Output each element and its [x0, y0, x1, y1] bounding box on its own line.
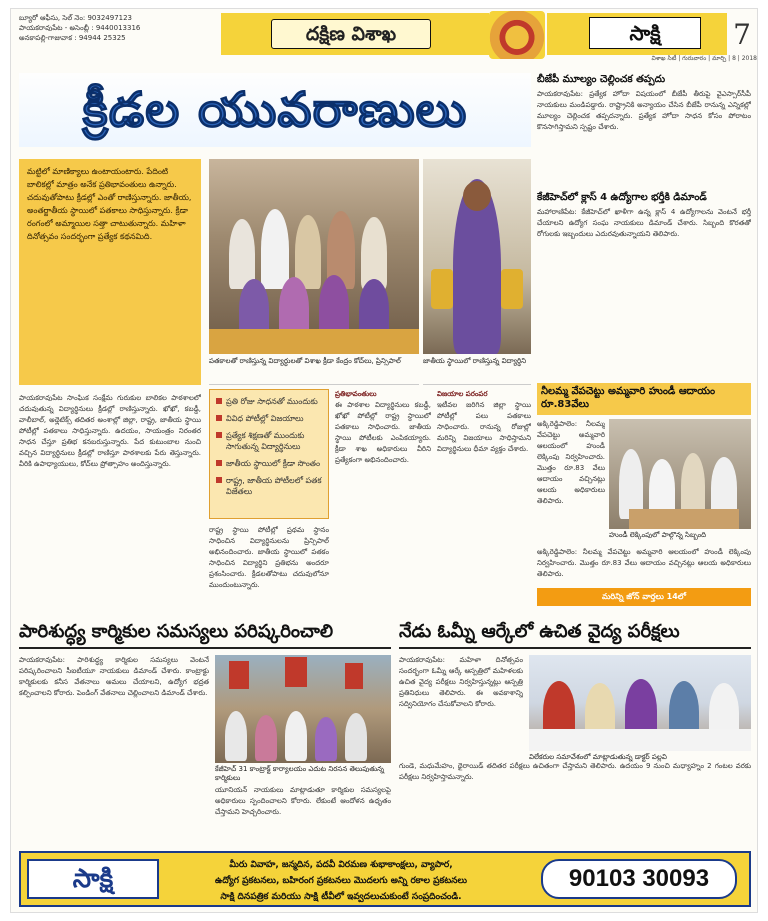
body-column-4	[437, 389, 531, 603]
contact-line: పాయకరావుపేట - అసెంబ్లీ : 9440013316	[19, 24, 141, 32]
ad-text	[171, 857, 511, 905]
photo-caption: పతకాలతో రాణిస్తున్న విద్యార్థులతో విశాఖ క్రీడా కేంద్రం కోచ్‌లు, ప్రిన్సిపాల్	[209, 357, 419, 385]
continue-banner: మరిన్ని జోన్ వార్తలు 14లో	[537, 588, 751, 606]
sakshi-logo: సాక్షి	[589, 17, 701, 49]
highlight-item: జాతీయ స్థాయిలో క్రీడా సొంతం	[216, 458, 322, 469]
story-headline: కేజీహెచ్‌లో క్లాస్ 4 ఉద్యోగాల భర్తీకి డిమాండ్	[537, 192, 707, 203]
highlight-item: రాష్ట్ర, జాతీయ పోటీలలో పతక విజేతలు	[216, 475, 322, 497]
photo-caption: హుండీ లెక్కింపులో పాల్గొన్న సిబ్బంది	[609, 531, 707, 539]
contact-line: బ్యూరో ఆఫీసు, సెల్ నెం: 9032497123	[19, 14, 133, 22]
story-body: గుండె, మధుమేహం, థైరాయిడ్ తదితర పరీక్షలు ఉచితంగా చేస్తామని తెలిపారు. ఉదయం 9 నుంచి మధ్యాహ్నం 2 గంటల వరకు పరీక్షలు నిర్వహిస్తామన్నారు.	[399, 762, 751, 781]
story-headline: నేడు ఓమ్నీ ఆర్కేలో ఉచిత వైద్య పరీక్షలు	[399, 619, 751, 649]
ad-line: సాక్షి దినపత్రిక మరియు సాక్షి టీవీలో ఇవ్వదలుచుకుంటే సంప్రదించండి.	[220, 892, 462, 902]
body-column-3	[335, 389, 431, 603]
dateline: విశాఖ సిటీ | గురువారం | మార్చి | 8 | 2018	[651, 55, 757, 62]
right-column	[537, 73, 751, 611]
advertisement	[19, 851, 751, 907]
photo-caption: జాతీయ స్థాయిలో రాణిస్తున్న విద్యార్థిని	[423, 357, 531, 385]
feature-photo-group	[209, 159, 419, 354]
feature-photo-student	[423, 159, 531, 354]
feature-story	[19, 73, 531, 611]
contact-line: అనకాపల్లి-గాజువాక : 94944 25325	[19, 34, 126, 42]
ad-brand-logo: సాక్షి	[27, 859, 159, 899]
story-body: మహారాణిపేట: కేజీహెచ్‌లో ఖాళీగా ఉన్న క్లాస్ 4 ఉద్యోగాలను వెంటనే భర్తీ చేయాలని ఉద్యోగ సంఘ నాయకులు డిమాండ్ చేశారు. సిబ్బంది కొరతతో రోగులకు ఇబ్బందులు ఎదురవుతున్నాయని తెలిపారు.	[537, 208, 751, 238]
section-title: దక్షిణ విశాఖ	[271, 19, 431, 49]
subheading: ప్రతిభావంతులు	[335, 390, 377, 398]
ad-line: ఉద్యోగ ప్రకటనలు, బహిరంగ ప్రకటనలు మొదలగు అన్ని రకాల ప్రకటనలు	[215, 876, 467, 886]
story-body: పాయకరావుపేట: పారిశుద్ధ్య కార్మికుల సమస్యలు వెంటనే పరిష్కరించాలని సీఐటీయూ నాయకులు డిమాండ్ చేశారు. కాంట్రాక్టు కార్మికులకు కనీస వేతనాలు అమలు చేయాలని, ఉద్యోగ భద్రత కల్పించాలని కోరారు. పెండింగ్ వేతనాలు చెల్లించాలని డిమాండ్ చేశారు.	[19, 656, 209, 697]
deity-image	[489, 11, 545, 59]
story-sanitation	[19, 619, 391, 845]
story-body: అక్కిరెడ్డిపాలెం: నీలమ్మ వేపచెట్టు అమ్మవారి ఆలయంలో హుండీ లెక్కింపు నిర్వహించారు. మొత్తం రూ.83 వేలు ఆదాయం వచ్చినట్లు ఆలయ అధికారులు తెలిపారు.	[537, 420, 605, 505]
story-body: పాయకరావుపేట: ప్రత్యేక హోదా విషయంలో బీజేపీ తీరుపై వైఎస్సార్‌సీపీ నాయకులు మండిపడ్డారు. రాష్ట్రానికి అన్యాయం చేసిన బీజేపీ రానున్న ఎన్నికల్లో మూల్యం చెల్లించక తప్పదన్నారు. ప్రత్యేక హోదా సాధన కోసం పోరాటం కొనసాగిస్తామని స్పష్టం చేశారు.	[537, 90, 751, 131]
masthead-contacts	[19, 13, 219, 43]
subheading: విజయాల పరంపర	[437, 390, 488, 398]
body-column-2: రాష్ట్ర స్థాయి పోటీల్లో ప్రథమ స్థానం సాధించిన విద్యార్థినులను ప్రిన్సిపాల్ అభినందించారు. జాతీయ స్థాయిలో పతకం సాధించిన విద్యార్థిని ప్రతిభను అందరూ ప్రశంసించారు. క్రీడలతోపాటు చదువులోనూ ముందుంటున్నారు.	[209, 526, 329, 589]
story-body: యూనియన్ నాయకులు మాట్లాడుతూ కార్మికుల సమస్యలపై అధికారులు స్పందించాలని కోరారు. లేకుంటే ఆందోళన ఉధృతం చేస్తామని హెచ్చరించారు.	[215, 786, 391, 816]
highlight-item: ప్రతి రోజు సాధనతో ముందుకు	[216, 396, 322, 407]
story-headline: నీలమ్మ వేపచెట్టు అమ్మవారి హుండీ ఆదాయం	[541, 386, 716, 397]
story-headline: పారిశుద్ధ్య కార్మికుల సమస్యలు పరిష్కరించాలి	[19, 619, 391, 649]
ad-line: మీరు వివాహ, జన్మదిన, పదవీ విరమణ శుభాకాంక్షలు, వ్యాపార,	[229, 860, 453, 870]
story-body: పాయకరావుపేట: మహిళా దినోత్సవం సందర్భంగా ఓమ్నీ ఆర్కే ఆస్పత్రిలో మహిళలకు ఉచిత వైద్య పరీక్షలు నిర్వహిస్తున్నట్లు ఆస్పత్రి ప్రతినిధులు తెలిపారు. ఈ అవకాశాన్ని సద్వినియోగం చేసుకోవాలని కోరారు.	[399, 656, 523, 708]
page-number: 7	[733, 18, 751, 51]
story-medical-camp	[399, 619, 751, 845]
feature-headline: క్రీడల యువరాణులు	[19, 73, 531, 147]
highlight-item: ప్రత్యేక శిక్షణతో ముందుకు సాగుతున్న విద్యార్థినులు	[216, 430, 322, 452]
story-headline-box	[537, 383, 751, 415]
highlights-box	[209, 389, 329, 519]
story-body: అక్కిరెడ్డిపాలెం: నీలమ్మ వేపచెట్టు అమ్మవారి ఆలయంలో హుండీ లెక్కింపు నిర్వహించారు. మొత్తం రూ.83 వేలు ఆదాయం వచ్చినట్లు ఆలయ అధికారులు తెలిపారు.	[537, 548, 751, 578]
body-text: ఇటీవల జరిగిన జిల్లా స్థాయి పోటీల్లో పలు పతకాలు సాధించారు. రానున్న రోజుల్లో మరిన్ని విజయాలు సాధిస్తామని విద్యార్థినులు ధీమా వ్యక్తం చేశారు.	[437, 401, 531, 453]
body-text: ఈ పాఠశాల విద్యార్థినులు కబడ్డీ, ఖోఖో పోటీల్లో రాష్ట్ర స్థాయిలో పతకాలు సాధించారు. జాతీయ స్థాయి పోటీలకు ఎంపికయ్యారు. క్రీడా శాఖ అధికారులు వీరిని ప్రత్యేకంగా అభినందించారు.	[335, 401, 431, 464]
highlight-item: వివిధ పోటీల్లో విజయాలు	[216, 413, 322, 424]
protest-photo	[215, 655, 391, 763]
hundi-photo	[609, 419, 751, 529]
story-amount: రూ.83వేలు	[541, 399, 589, 410]
body-column-1: పాయకరావుపేట సాంఘిక సంక్షేమ గురుకుల బాలికల పాఠశాలలో చదువుతున్న విద్యార్థినులు క్రీడల్లో రాణిస్తున్నారు. ఖోఖో, కబడ్డీ, వాలీబాల్, అథ్లెటిక్స్ తదితర అంశాల్లో జిల్లా, రాష్ట్ర, జాతీయ స్థాయి పోటీల్లో పతకాలు సాధిస్తున్నారు. ఉదయం, సాయంత్రం నిరంతర సాధన చేస్తూ ప్రతిభ కనబరుస్తున్నారు. పేద కుటుంబాల నుంచి వచ్చిన విద్యార్థినులు క్రీడల్లో రాణిస్తూ పాఠశాలకు పేరు తెస్తున్నారు. వీరికి ఉపాధ్యాయులు, కోచ్‌లు ప్రోత్సాహం అందిస్తున్నారు.	[19, 394, 201, 468]
masthead	[11, 9, 759, 65]
photo-caption: విలేకరుల సమావేశంలో మాట్లాడుతున్న డాక్టర్ పల్లవి	[529, 753, 667, 761]
press-meet-photo	[529, 655, 751, 751]
story-headline: బీజేపీ మూల్యం చెల్లించక తప్పదు	[537, 74, 666, 85]
feature-intro: మట్టిలో మాణిక్యాలు ఉంటాయంటారు. పేదింటి బాలికల్లో మాత్రం అనేక ప్రతిభావంతులు ఉన్నారు. చదువుతోపాటు క్రీడల్లో ఎంతో రాణిస్తున్నారు. జాతీయ, అంతర్జాతీయ స్థాయిలో పతకాలు సాధిస్తున్నారు. క్రీడా రంగంలో అమ్మాయిల సత్తా చాటుతున్నారు. మహిళా దినోత్సవం సందర్భంగా ప్రత్యేక కథనమిది.	[19, 159, 201, 385]
ad-phone-number: 90103 30093	[541, 859, 737, 899]
newspaper-page	[10, 8, 758, 913]
photo-caption: కేజీహెచ్ 31 కాంట్రాక్ట్ కార్యాలయం ఎదుట నిరసన తెలుపుతున్న కార్మికులు	[215, 765, 385, 782]
